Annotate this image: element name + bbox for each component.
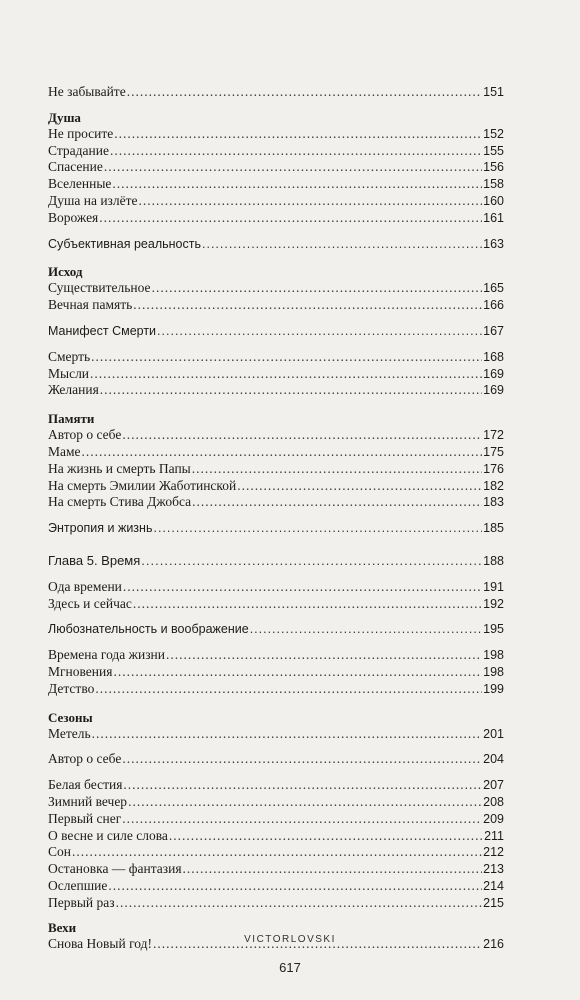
- leader-dots: [250, 621, 482, 638]
- toc-entry: [48, 193, 504, 210]
- toc-entry-title: На жизнь и смерть Папы: [48, 460, 191, 476]
- toc-entry: [48, 777, 504, 794]
- leader-dots: [183, 861, 483, 878]
- leader-dots: [122, 751, 482, 768]
- leader-dots: [104, 159, 482, 176]
- leader-dots: [139, 193, 483, 210]
- leader-dots: [153, 520, 482, 537]
- toc-entry: [48, 811, 504, 828]
- toc-entry-page: 215: [483, 895, 504, 910]
- toc-entry: [48, 297, 504, 314]
- toc-entry: [48, 664, 504, 681]
- toc-entry-title: Не просите: [48, 125, 114, 141]
- toc-entry-page: 166: [483, 298, 504, 313]
- toc-entry: [48, 444, 504, 461]
- toc-entry-title: Ворожея: [48, 209, 99, 225]
- toc-entry-page: 182: [483, 478, 504, 493]
- toc-entry: [48, 236, 504, 253]
- toc-entry: [48, 349, 504, 366]
- leader-dots: [169, 828, 483, 845]
- toc-entry-title: Мысли: [48, 365, 90, 381]
- toc-entry-title: На смерть Эмилии Жаботинской: [48, 477, 237, 493]
- toc-entry-page: 172: [483, 428, 504, 443]
- toc-entry: [48, 280, 504, 297]
- leader-dots: [116, 895, 483, 912]
- toc-entry-title: Любознательность и воображение: [48, 622, 249, 637]
- leader-dots: [122, 811, 482, 828]
- leader-dots: [166, 647, 482, 664]
- toc-entry-title: Маме: [48, 443, 81, 459]
- toc-entry-page: 201: [483, 726, 504, 741]
- publisher-brand: VICTORLOVSKI: [244, 934, 336, 945]
- chapter-page: 188: [483, 553, 504, 568]
- toc-entry-title: Душа на излёте: [48, 192, 138, 208]
- leader-dots: [237, 478, 482, 495]
- toc-entry: [48, 647, 504, 664]
- toc-entry: [48, 621, 504, 638]
- toc-entry: [48, 427, 504, 444]
- toc-entry-page: 198: [483, 664, 504, 679]
- toc-entry: [48, 895, 504, 912]
- leader-dots: [123, 777, 482, 794]
- leader-dots: [114, 126, 482, 143]
- leader-dots: [91, 349, 482, 366]
- toc-entry-page: 204: [483, 752, 504, 767]
- toc-entry: [48, 159, 504, 176]
- toc-entry-page: 183: [483, 495, 504, 510]
- toc-entry: [48, 494, 504, 511]
- toc-entry-page: 195: [483, 622, 504, 637]
- toc-entry-page: 211: [484, 828, 504, 843]
- toc-entry: [48, 323, 504, 340]
- toc-entry-title: Первый раз: [48, 894, 115, 910]
- section-heading-dusha: Душа: [48, 109, 81, 125]
- section-heading-sezony: Сезоны: [48, 709, 93, 725]
- toc-entry-title: Сон: [48, 844, 71, 860]
- leader-dots: [72, 844, 482, 861]
- toc-entry-page: 208: [483, 794, 504, 809]
- leader-dots: [110, 143, 482, 160]
- toc-entry: [48, 210, 504, 227]
- toc-entry-title: Существительное: [48, 280, 151, 296]
- toc-entry-title: Страдание: [48, 142, 109, 158]
- toc-entry-page: 216: [483, 937, 504, 952]
- toc-entry-title: Первый снег: [48, 810, 122, 826]
- toc-entry-title: Ослепшие: [48, 877, 108, 893]
- toc-entry-title: Желания: [48, 382, 99, 398]
- toc-entry-title: Зимний вечер: [48, 793, 128, 809]
- toc-entry-page: 152: [483, 126, 504, 141]
- toc-entry: [48, 751, 504, 768]
- toc-entry-title: Метель: [48, 725, 91, 741]
- toc-entry-page: 198: [483, 648, 504, 663]
- leader-dots: [141, 553, 482, 570]
- toc-entry-title: Автор о себе: [48, 427, 122, 443]
- toc-entry-page: 156: [483, 160, 504, 175]
- leader-dots: [99, 210, 482, 227]
- toc-entry: [48, 382, 504, 399]
- page-number: 617: [279, 960, 301, 975]
- toc-entry: [48, 176, 504, 193]
- leader-dots: [133, 297, 482, 314]
- toc-entry-title: Снова Новый год!: [48, 936, 153, 952]
- leader-dots: [113, 664, 482, 681]
- section-heading-iskhod: Исход: [48, 264, 83, 280]
- toc-entry: [48, 844, 504, 861]
- leader-dots: [202, 236, 482, 253]
- leader-dots: [192, 461, 482, 478]
- toc-entry-title: Ода времени: [48, 578, 122, 594]
- toc-entry: [48, 726, 504, 743]
- toc-entry-page: 169: [483, 383, 504, 398]
- toc-entry-title: Здесь и сейчас: [48, 595, 132, 611]
- toc-entry: [48, 126, 504, 143]
- section-heading-vekhi: Вехи: [48, 920, 77, 936]
- toc-entry-page: 163: [483, 236, 504, 251]
- leader-dots: [90, 366, 482, 383]
- toc-entry-page: 192: [483, 596, 504, 611]
- leader-dots: [152, 280, 483, 297]
- leader-dots: [123, 579, 482, 596]
- chapter-entry: [48, 553, 504, 570]
- toc-entry: [48, 794, 504, 811]
- toc-entry-page: 176: [483, 461, 504, 476]
- toc-entry-page: 169: [483, 366, 504, 381]
- toc-entry: [48, 366, 504, 383]
- toc-entry-title: Остановка — фантазия: [48, 861, 182, 877]
- leader-dots: [122, 427, 482, 444]
- toc-entry-page: 209: [483, 811, 504, 826]
- toc-entry-page: 191: [483, 579, 504, 594]
- toc-entry: [48, 461, 504, 478]
- toc-entry-title: Энтропия и жизнь: [48, 521, 153, 536]
- toc-entry-page: 151: [483, 85, 504, 99]
- toc-entry-page: 207: [483, 778, 504, 793]
- toc-entry-page: 199: [483, 681, 504, 696]
- toc-entry-title: Манифест Смерти: [48, 323, 157, 338]
- toc-entry-page: 158: [483, 177, 504, 192]
- toc-entry: [48, 143, 504, 160]
- leader-dots: [95, 681, 482, 698]
- toc-entry-page: 165: [483, 281, 504, 296]
- chapter-title: Глава 5. Время: [48, 552, 141, 568]
- leader-dots: [92, 726, 483, 743]
- section-heading-pamyati: Памяти: [48, 411, 95, 427]
- toc-entry-title: О весне и силе слова: [48, 827, 168, 843]
- leader-dots: [100, 382, 482, 399]
- table-of-contents: [48, 84, 504, 953]
- toc-entry-title: Спасение: [48, 159, 103, 175]
- toc-entry-title: Субъективная реальность: [48, 236, 201, 251]
- toc-entry-page: 212: [483, 845, 504, 860]
- toc-entry-title: Вселенные: [48, 176, 112, 192]
- toc-entry-title: Смерть: [48, 348, 91, 364]
- toc-entry: [48, 861, 504, 878]
- toc-entry: [48, 579, 504, 596]
- leader-dots: [128, 794, 482, 811]
- toc-entry-title: Вечная память: [48, 297, 133, 313]
- toc-entry: [48, 84, 504, 101]
- toc-entry-title: Мгновения: [48, 663, 113, 679]
- toc-entry: [48, 878, 504, 895]
- toc-entry: [48, 828, 504, 845]
- toc-entry-page: 168: [483, 349, 504, 364]
- toc-entry-title: На смерть Стива Джобса: [48, 494, 192, 510]
- leader-dots: [112, 176, 482, 193]
- leader-dots: [108, 878, 482, 895]
- toc-entry-title: Детство: [48, 680, 95, 696]
- toc-entry-page: 161: [483, 210, 504, 225]
- toc-entry-title: Белая бестия: [48, 777, 123, 793]
- leader-dots: [157, 323, 482, 340]
- toc-entry-page: 213: [483, 862, 504, 877]
- toc-entry-page: 214: [483, 878, 504, 893]
- toc-entry: [48, 520, 504, 537]
- toc-entry-page: 185: [483, 521, 504, 536]
- toc-entry-page: 175: [483, 444, 504, 459]
- toc-entry: [48, 681, 504, 698]
- toc-entry-page: 167: [483, 323, 504, 338]
- toc-entry-page: 160: [483, 193, 504, 208]
- leader-dots: [192, 494, 482, 511]
- toc-entry-title: Не забывайте: [48, 84, 126, 99]
- toc-entry-title: Времена года жизни: [48, 647, 166, 663]
- toc-entry-page: 155: [483, 143, 504, 158]
- leader-dots: [133, 596, 482, 613]
- toc-entry-title: Автор о себе: [48, 751, 122, 767]
- leader-dots: [82, 444, 483, 461]
- toc-entry: [48, 478, 504, 495]
- leader-dots: [127, 84, 482, 101]
- toc-entry: [48, 596, 504, 613]
